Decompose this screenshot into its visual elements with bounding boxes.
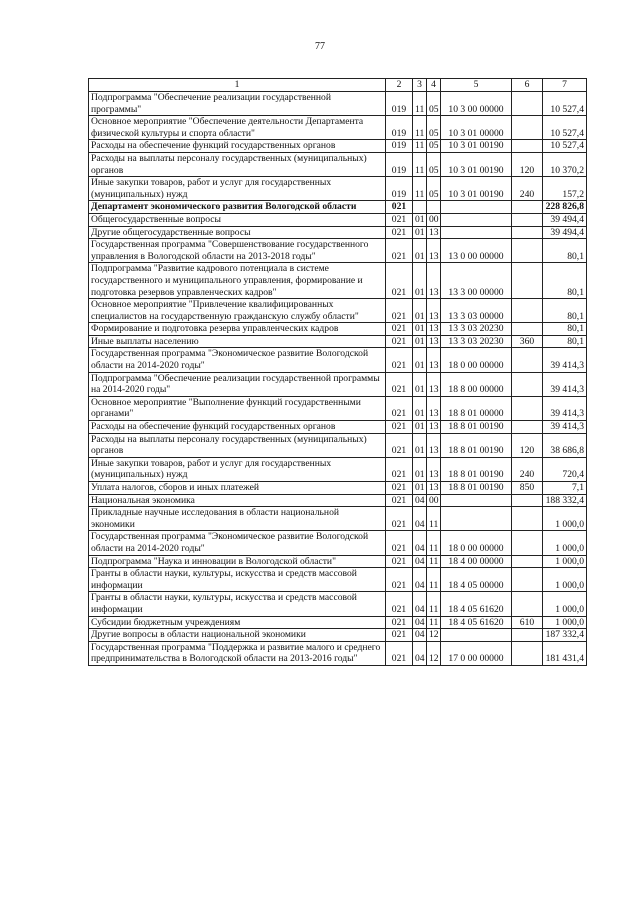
column-header: 4 (427, 79, 441, 92)
row-name-cell: Основное мероприятие "Обеспечение деятельности Департамента физической культуры и спорта области" (89, 116, 386, 140)
expense-type-cell (512, 116, 543, 140)
row-name-cell: Департамент экономического развития Вологодской области (89, 201, 386, 214)
target-article-cell: 18 8 01 00190 (441, 482, 512, 495)
target-article-cell (441, 507, 512, 531)
row-name-cell: Субсидии бюджетным учреждениям (89, 616, 386, 629)
admin-code-cell: 019 (386, 152, 413, 176)
row-name-cell: Подпрограмма "Обеспечение реализации государственной программы" (89, 92, 386, 116)
expense-type-cell (512, 263, 543, 299)
admin-code-cell: 021 (386, 482, 413, 495)
admin-code-cell: 021 (386, 494, 413, 507)
subsection-code-cell: 13 (427, 299, 441, 323)
subsection-code-cell: 05 (427, 152, 441, 176)
row-name-cell: Расходы на обеспечение функций государственных органов (89, 421, 386, 434)
admin-code-cell: 021 (386, 531, 413, 555)
target-article-cell: 18 8 01 00190 (441, 433, 512, 457)
target-article-cell (441, 226, 512, 239)
target-article-cell: 18 4 05 61620 (441, 592, 512, 616)
subsection-code-cell: 13 (427, 372, 441, 396)
table-row (89, 616, 587, 629)
table-row (89, 226, 587, 239)
table-row (89, 396, 587, 420)
amount-cell: 1 000,0 (543, 592, 587, 616)
amount-cell: 228 826,8 (543, 201, 587, 214)
row-name-cell: Иные закупки товаров, работ и услуг для государственных (муниципальных) нужд (89, 177, 386, 201)
admin-code-cell: 021 (386, 592, 413, 616)
table-row (89, 239, 587, 263)
table-body (89, 79, 587, 666)
row-name-cell: Государственная программа "Экономическое развитие Вологодской области на 2014-2020 годы" (89, 531, 386, 555)
expense-type-cell (512, 555, 543, 568)
admin-code-cell: 021 (386, 421, 413, 434)
section-code-cell: 01 (413, 482, 427, 495)
subsection-code-cell: 13 (427, 396, 441, 420)
row-name-cell: Национальная экономика (89, 494, 386, 507)
section-code-cell: 01 (413, 421, 427, 434)
table-row (89, 421, 587, 434)
amount-cell: 10 370,2 (543, 152, 587, 176)
row-name-cell: Иные выплаты населению (89, 335, 386, 348)
section-code-cell: 04 (413, 641, 427, 665)
table-row (89, 457, 587, 481)
amount-cell: 10 527,4 (543, 92, 587, 116)
amount-cell: 80,1 (543, 323, 587, 336)
section-code-cell: 01 (413, 323, 427, 336)
section-code-cell: 01 (413, 396, 427, 420)
admin-code-cell: 019 (386, 116, 413, 140)
subsection-code-cell: 13 (427, 323, 441, 336)
expense-type-cell: 240 (512, 177, 543, 201)
row-name-cell: Основное мероприятие "Выполнение функций государственными органами" (89, 396, 386, 420)
row-name-cell: Прикладные научные исследования в области национальной экономики (89, 507, 386, 531)
admin-code-cell: 021 (386, 507, 413, 531)
table-row (89, 177, 587, 201)
row-name-cell: Иные закупки товаров, работ и услуг для государственных (муниципальных) нужд (89, 457, 386, 481)
admin-code-cell: 021 (386, 629, 413, 642)
table-row (89, 92, 587, 116)
target-article-cell: 10 3 01 00000 (441, 116, 512, 140)
expense-type-cell (512, 629, 543, 642)
admin-code-cell: 021 (386, 335, 413, 348)
subsection-code-cell: 11 (427, 592, 441, 616)
section-code-cell: 11 (413, 140, 427, 153)
target-article-cell: 13 3 03 20230 (441, 323, 512, 336)
row-name-cell: Расходы на обеспечение функций государственных органов (89, 140, 386, 153)
section-code-cell: 04 (413, 592, 427, 616)
expense-type-cell (512, 396, 543, 420)
target-article-cell: 18 4 05 61620 (441, 616, 512, 629)
amount-cell: 80,1 (543, 299, 587, 323)
row-name-cell: Другие вопросы в области национальной экономики (89, 629, 386, 642)
row-name-cell: Гранты в области науки, культуры, искусства и средств массовой информации (89, 592, 386, 616)
section-code-cell: 11 (413, 92, 427, 116)
target-article-cell: 18 8 00 00000 (441, 372, 512, 396)
admin-code-cell: 019 (386, 140, 413, 153)
column-header: 1 (89, 79, 386, 92)
expense-type-cell (512, 226, 543, 239)
amount-cell: 39 494,4 (543, 213, 587, 226)
row-name-cell: Расходы на выплаты персоналу государственных (муниципальных) органов (89, 433, 386, 457)
budget-table (88, 78, 587, 666)
row-name-cell: Гранты в области науки, культуры, искусства и средств массовой информации (89, 568, 386, 592)
row-name-cell: Расходы на выплаты персоналу государственных (муниципальных) органов (89, 152, 386, 176)
amount-cell: 1 000,0 (543, 616, 587, 629)
amount-cell: 10 527,4 (543, 140, 587, 153)
table-row (89, 213, 587, 226)
subsection-code-cell: 11 (427, 616, 441, 629)
admin-code-cell: 019 (386, 177, 413, 201)
section-code-cell: 01 (413, 433, 427, 457)
amount-cell: 187 332,4 (543, 629, 587, 642)
amount-cell: 7,1 (543, 482, 587, 495)
table-row (89, 507, 587, 531)
subsection-code-cell: 05 (427, 140, 441, 153)
target-article-cell: 18 8 01 00190 (441, 421, 512, 434)
section-code-cell: 01 (413, 457, 427, 481)
amount-cell: 38 686,8 (543, 433, 587, 457)
table-row (89, 263, 587, 299)
table-row (89, 531, 587, 555)
admin-code-cell: 021 (386, 555, 413, 568)
section-code-cell: 01 (413, 299, 427, 323)
target-article-cell: 18 8 01 00000 (441, 396, 512, 420)
expense-type-cell (512, 372, 543, 396)
section-code-cell: 01 (413, 239, 427, 263)
table-row (89, 335, 587, 348)
expense-type-cell (512, 299, 543, 323)
expense-type-cell (512, 323, 543, 336)
table-row (89, 494, 587, 507)
amount-cell: 10 527,4 (543, 116, 587, 140)
subsection-code-cell: 12 (427, 641, 441, 665)
target-article-cell: 18 4 05 00000 (441, 568, 512, 592)
expense-type-cell: 120 (512, 152, 543, 176)
admin-code-cell: 021 (386, 201, 413, 214)
expense-type-cell: 120 (512, 433, 543, 457)
amount-cell: 80,1 (543, 335, 587, 348)
target-article-cell (441, 213, 512, 226)
section-code-cell: 04 (413, 568, 427, 592)
row-name-cell: Государственная программа "Поддержка и развитие малого и среднего предпринимательства в Вологодской области на 2013-2016 годы" (89, 641, 386, 665)
admin-code-cell: 021 (386, 213, 413, 226)
table-row (89, 140, 587, 153)
target-article-cell (441, 629, 512, 642)
section-code-cell: 11 (413, 177, 427, 201)
table-row (89, 152, 587, 176)
admin-code-cell: 021 (386, 396, 413, 420)
amount-cell: 1 000,0 (543, 531, 587, 555)
admin-code-cell: 021 (386, 239, 413, 263)
expense-type-cell (512, 140, 543, 153)
admin-code-cell: 021 (386, 226, 413, 239)
row-name-cell: Подпрограмма "Наука и инновации в Вологодской области" (89, 555, 386, 568)
row-name-cell: Уплата налогов, сборов и иных платежей (89, 482, 386, 495)
table-row (89, 482, 587, 495)
row-name-cell: Подпрограмма "Развитие кадрового потенциала в системе государственного и муниципального управления, формирование и подготовка резервов управленческих кадров" (89, 263, 386, 299)
target-article-cell (441, 201, 512, 214)
target-article-cell: 18 4 00 00000 (441, 555, 512, 568)
subsection-code-cell: 13 (427, 457, 441, 481)
table-row (89, 641, 587, 665)
expense-type-cell (512, 494, 543, 507)
section-code-cell: 01 (413, 335, 427, 348)
subsection-code-cell: 00 (427, 494, 441, 507)
subsection-code-cell: 13 (427, 226, 441, 239)
amount-cell: 720,4 (543, 457, 587, 481)
expense-type-cell: 240 (512, 457, 543, 481)
amount-cell: 39 414,3 (543, 372, 587, 396)
subsection-code-cell: 00 (427, 213, 441, 226)
expense-type-cell (512, 641, 543, 665)
subsection-code-cell: 13 (427, 335, 441, 348)
admin-code-cell: 021 (386, 263, 413, 299)
subsection-code-cell: 13 (427, 239, 441, 263)
amount-cell: 80,1 (543, 239, 587, 263)
table-row (89, 201, 587, 214)
admin-code-cell: 021 (386, 457, 413, 481)
admin-code-cell: 021 (386, 348, 413, 372)
section-code-cell: 01 (413, 348, 427, 372)
row-name-cell: Государственная программа "Совершенствование государственного управления в Вологодской области на 2013-2018 годы" (89, 239, 386, 263)
row-name-cell: Основное мероприятие "Привлечение квалифицированных специалистов на государственную гражданскую службу области" (89, 299, 386, 323)
amount-cell: 1 000,0 (543, 507, 587, 531)
target-article-cell: 18 0 00 00000 (441, 531, 512, 555)
subsection-code-cell: 13 (427, 482, 441, 495)
section-code-cell: 04 (413, 616, 427, 629)
section-code-cell: 01 (413, 213, 427, 226)
expense-type-cell (512, 201, 543, 214)
amount-cell: 188 332,4 (543, 494, 587, 507)
amount-cell: 181 431,4 (543, 641, 587, 665)
table-row (89, 629, 587, 642)
expense-type-cell (512, 421, 543, 434)
subsection-code-cell: 05 (427, 177, 441, 201)
target-article-cell: 17 0 00 00000 (441, 641, 512, 665)
subsection-code-cell: 11 (427, 568, 441, 592)
section-code-cell: 04 (413, 507, 427, 531)
admin-code-cell: 019 (386, 92, 413, 116)
amount-cell: 157,2 (543, 177, 587, 201)
section-code-cell: 04 (413, 555, 427, 568)
target-article-cell: 18 0 00 00000 (441, 348, 512, 372)
admin-code-cell: 021 (386, 568, 413, 592)
row-name-cell: Общегосударственные вопросы (89, 213, 386, 226)
target-article-cell: 18 8 01 00190 (441, 457, 512, 481)
amount-cell: 39 414,3 (543, 421, 587, 434)
expense-type-cell: 610 (512, 616, 543, 629)
expense-type-cell: 850 (512, 482, 543, 495)
table-row (89, 372, 587, 396)
subsection-code-cell: 05 (427, 116, 441, 140)
section-code-cell: 11 (413, 152, 427, 176)
admin-code-cell: 021 (386, 323, 413, 336)
amount-cell: 39 414,3 (543, 348, 587, 372)
admin-code-cell: 021 (386, 641, 413, 665)
target-article-cell: 10 3 01 00190 (441, 177, 512, 201)
page-number: 77 (315, 41, 325, 52)
subsection-code-cell: 13 (427, 263, 441, 299)
expense-type-cell (512, 568, 543, 592)
amount-cell: 80,1 (543, 263, 587, 299)
table-row (89, 348, 587, 372)
admin-code-cell: 021 (386, 616, 413, 629)
column-header: 5 (441, 79, 512, 92)
target-article-cell: 10 3 01 00190 (441, 152, 512, 176)
section-code-cell: 01 (413, 372, 427, 396)
row-name-cell: Другие общегосударственные вопросы (89, 226, 386, 239)
table-row (89, 323, 587, 336)
subsection-code-cell: 13 (427, 433, 441, 457)
column-header: 7 (543, 79, 587, 92)
admin-code-cell: 021 (386, 372, 413, 396)
target-article-cell: 13 3 03 20230 (441, 335, 512, 348)
target-article-cell: 10 3 00 00000 (441, 92, 512, 116)
column-header: 2 (386, 79, 413, 92)
target-article-cell: 13 3 03 00000 (441, 299, 512, 323)
subsection-code-cell: 11 (427, 531, 441, 555)
target-article-cell: 13 0 00 00000 (441, 239, 512, 263)
expense-type-cell (512, 213, 543, 226)
subsection-code-cell: 05 (427, 92, 441, 116)
amount-cell: 39 494,4 (543, 226, 587, 239)
admin-code-cell: 021 (386, 299, 413, 323)
column-header: 6 (512, 79, 543, 92)
amount-cell: 39 414,3 (543, 396, 587, 420)
table-row (89, 299, 587, 323)
subsection-code-cell: 11 (427, 555, 441, 568)
row-name-cell: Государственная программа "Экономическое развитие Вологодской области на 2014-2020 годы" (89, 348, 386, 372)
table-row (89, 555, 587, 568)
subsection-code-cell (427, 201, 441, 214)
section-code-cell: 01 (413, 226, 427, 239)
section-code-cell: 04 (413, 629, 427, 642)
expense-type-cell (512, 592, 543, 616)
table-row (89, 592, 587, 616)
table-row (89, 568, 587, 592)
subsection-code-cell: 11 (427, 507, 441, 531)
amount-cell: 1 000,0 (543, 555, 587, 568)
section-code-cell: 04 (413, 494, 427, 507)
expense-type-cell (512, 507, 543, 531)
admin-code-cell: 021 (386, 433, 413, 457)
expense-type-cell (512, 531, 543, 555)
expense-type-cell: 360 (512, 335, 543, 348)
target-article-cell (441, 494, 512, 507)
row-name-cell: Формирование и подготовка резерва управленческих кадров (89, 323, 386, 336)
section-code-cell: 04 (413, 531, 427, 555)
subsection-code-cell: 13 (427, 348, 441, 372)
section-code-cell (413, 201, 427, 214)
section-code-cell: 01 (413, 263, 427, 299)
table-row (89, 433, 587, 457)
table-row (89, 116, 587, 140)
table-header-row (89, 79, 587, 92)
expense-type-cell (512, 239, 543, 263)
target-article-cell: 10 3 01 00190 (441, 140, 512, 153)
subsection-code-cell: 13 (427, 421, 441, 434)
expense-type-cell (512, 92, 543, 116)
column-header: 3 (413, 79, 427, 92)
row-name-cell: Подпрограмма "Обеспечение реализации государственной программы на 2014-2020 годы" (89, 372, 386, 396)
amount-cell: 1 000,0 (543, 568, 587, 592)
expense-type-cell (512, 348, 543, 372)
target-article-cell: 13 3 00 00000 (441, 263, 512, 299)
section-code-cell: 11 (413, 116, 427, 140)
subsection-code-cell: 12 (427, 629, 441, 642)
